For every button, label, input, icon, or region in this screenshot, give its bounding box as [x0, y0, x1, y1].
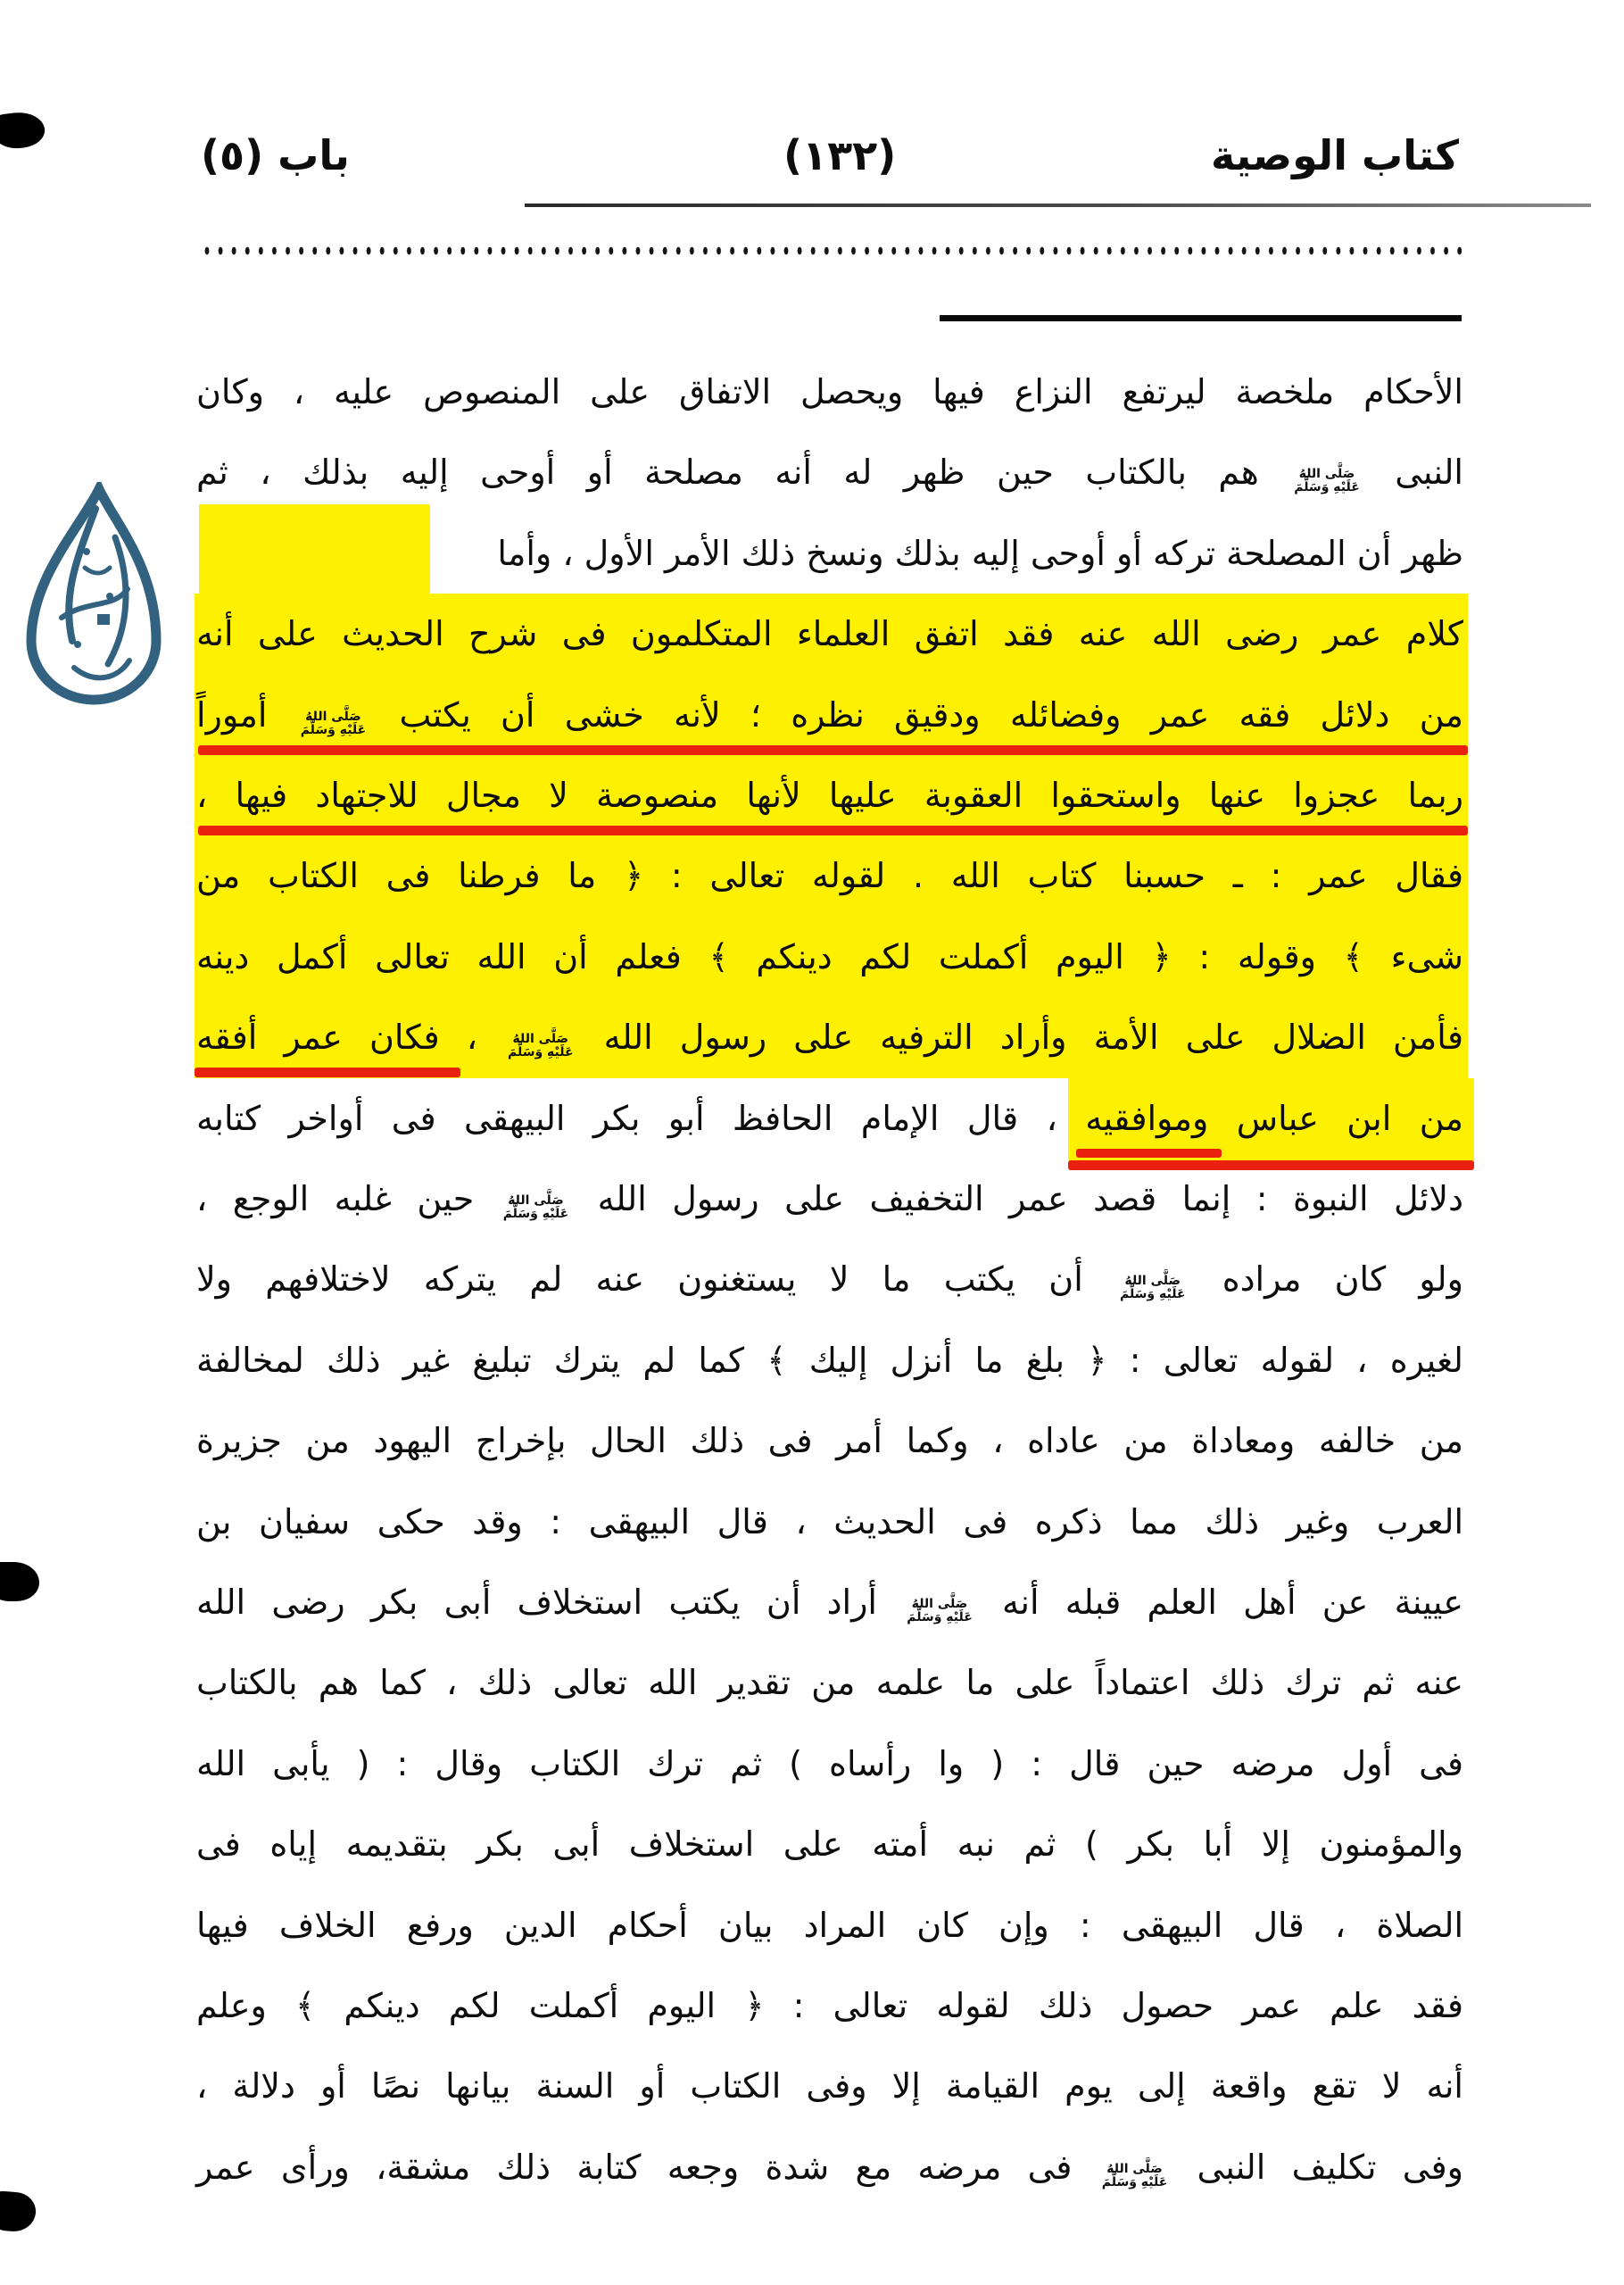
text-line: وفى تكليف النبى صَلَّى اللهُ عَلَيْهِ وَسَلَّمَ فى مرضه مع شدة وجعه كتابة ذلك مشقة، ورأى عمر [196, 2148, 1463, 2189]
pbuh-symbol: صَلَّى اللهُ عَلَيْهِ وَسَلَّمَ [502, 1193, 569, 1221]
text-line: العرب وغير ذلك مما ذكره فى الحديث ، قال البيهقى : وقد حكى سفيان بن [196, 1502, 1463, 1541]
pbuh-symbol: صَلَّى اللهُ عَلَيْهِ وَسَلَّمَ [300, 710, 367, 737]
chapter-label: باب (٥) [201, 131, 350, 179]
text-line: من دلائل فقه عمر وفضائله ودقيق نظره ؛ لأنه خشى أن يكتب صَلَّى اللهُ عَلَيْهِ وَسَلَّمَ أموراً [196, 695, 1463, 737]
text-line: أنه لا تقع واقعة إلى يوم القيامة إلا وفى الكتاب أو السنة بيانها نصًا أو دلالة ، [196, 2066, 1463, 2106]
pbuh-symbol: صَلَّى اللهُ عَلَيْهِ وَسَلَّمَ [1119, 1274, 1186, 1301]
text-line: فأمن الضلال على الأمة وأراد الترفيه على رسول الله صَلَّى اللهُ عَلَيْهِ وَسَلَّمَ ، فكان عمر أفقه [196, 1018, 1463, 1059]
body-text [196, 0, 1463, 2285]
scan-mark-middle-left [0, 1562, 39, 1601]
text-line: من خالفه ومعاداة من عاداه ، وكما أمر فى ذلك الحال بإخراج اليهود من جزيرة [196, 1421, 1463, 1460]
text-line: الأحكام ملخصة ليرتفع النزاع فيها ويحصل الاتفاق على المنصوص عليه ، وكان [196, 372, 1463, 411]
pbuh-symbol: صَلَّى اللهُ عَلَيْهِ وَسَلَّمَ [907, 1597, 973, 1624]
text-line: ظهر أن المصلحة تركه أو أوحى إليه بذلك ونسخ ذلك الأمر الأول ، وأما [497, 534, 1463, 573]
text-line: النبى صَلَّى اللهُ عَلَيْهِ وَسَلَّمَ هم بالكتاب حين ظهر له أنه مصلحة أو أوحى إليه بذلك ، ثم [196, 453, 1463, 494]
pbuh-symbol: صَلَّى اللهُ عَلَيْهِ وَسَلَّمَ [508, 1032, 574, 1059]
book-title: كتاب الوصية [1210, 131, 1459, 179]
text-line: فى أول مرضه حين قال : ( وا رأساه ) ثم ترك الكتاب وقال : ( يأبى الله [196, 1744, 1463, 1783]
text-line: كلام عمر رضى الله عنه فقد اتفق العلماء المتكلمون فى شرح الحديث على أنه [196, 614, 1463, 653]
page-number: (١٣٢) [783, 131, 897, 179]
scan-mark-bottom-left [0, 2190, 37, 2233]
text-line: دلائل النبوة : إنما قصد عمر التخفيف على رسول الله صَلَّى اللهُ عَلَيْهِ وَسَلَّمَ حين غلبه الوجع ، [196, 1179, 1463, 1221]
text-line: ربما عجزوا عنها واستحقوا العقوبة عليها لأنها منصوصة لا مجال للاجتهاد فيها ، [196, 776, 1463, 815]
text-line: الصلاة ، قال البيهقى : وإن كان المراد بيان أحكام الدين ورفع الخلاف فيها [196, 1906, 1463, 1945]
teardrop-calligraphy-watermark-icon [22, 482, 165, 727]
text-line: عيينة عن أهل العلم قبله أنه صَلَّى اللهُ عَلَيْهِ وَسَلَّمَ أراد أن يكتب استخلاف أبى بكر رضى الله [196, 1583, 1464, 1624]
text-line: من ابن عباس وموافقيه ، قال الإمام الحافظ أبو بكر البيهقى فى أواخر كتابه [196, 1099, 1463, 1138]
text-line: لغيره ، لقوله تعالى : ﴿ بلغ ما أنزل إليك ﴾ كما لم يترك تبليغ غير ذلك لمخالفة [196, 1341, 1463, 1380]
text-line: والمؤمنون إلا أبا بكر ) ثم نبه أمته على استخلاف أبى بكر بتقديمه إياه فى [196, 1824, 1463, 1864]
pbuh-symbol: صَلَّى اللهُ عَلَيْهِ وَسَلَّمَ [1294, 467, 1360, 494]
text-line: شىء ﴾ وقوله : ﴿ اليوم أكملت لكم دينكم ﴾ فعلم أن الله تعالى أكمل دينه [196, 937, 1463, 976]
text-line: فقد علم عمر حصول ذلك لقوله تعالى : ﴿ اليوم أكملت لكم دينكم ﴾ وعلم [196, 1986, 1463, 2025]
text-line: ولو كان مراده صَلَّى اللهُ عَلَيْهِ وَسَلَّمَ أن يكتب ما لا يستغنون عنه لم يتركه لاختلافهم ولا [196, 1259, 1463, 1301]
text-line: عنه ثم ترك ذلك اعتماداً على ما علمه من تقدير الله تعالى ذلك ، كما هم بالكتاب [196, 1663, 1463, 1702]
pbuh-symbol: صَلَّى اللهُ عَلَيْهِ وَسَلَّمَ [1101, 2162, 1168, 2189]
text-line: فقال عمر : ـ حسبنا كتاب الله . لقوله تعالى : ﴿ ما فرطنا فى الكتاب من [196, 856, 1463, 895]
